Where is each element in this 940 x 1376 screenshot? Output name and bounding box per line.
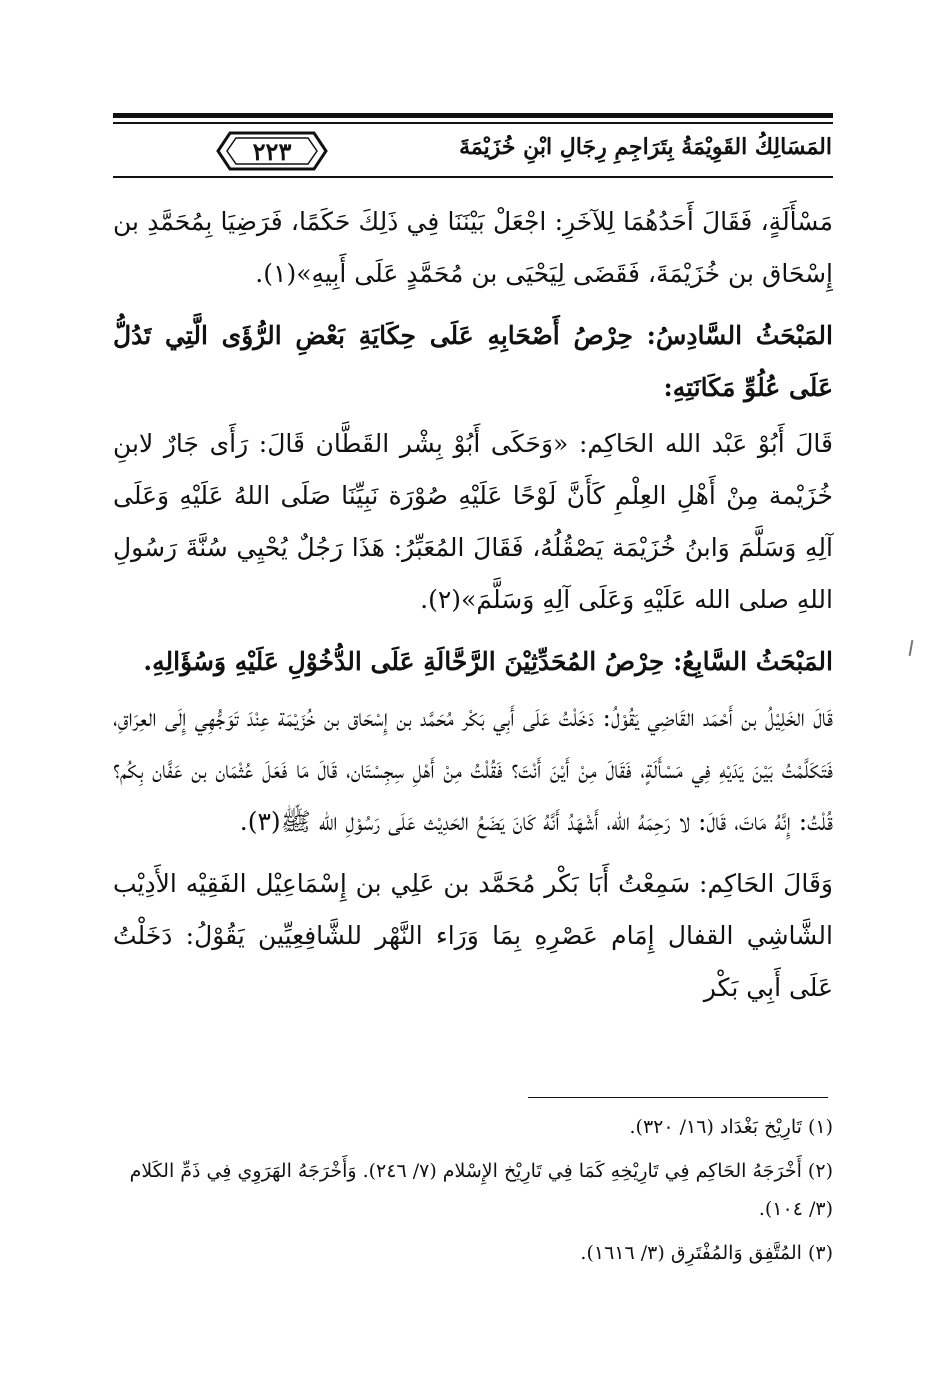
paragraph: قَالَ أَبُوْ عَبْد الله الحَاكِم: «وَحَكَى أَبُوْ بِشْر القَطَّان قَالَ: رَأَى جَارٌ لابنِ خُزَيْمة مِنْ أَهْلِ العِلْمِ كَأَنَّ لَوْحًا عَلَيْهِ صُوْرَة نَبِيِّنَا صَلَى اللهُ عَلَيْهِ وَعَلَى آلِهِ وَسَلَّمَ وَابنُ خُزَيْمَة يَصْقُلُهُ، فَقَالَ المُعَبِّرُ: هَذَا رَجُلٌ يُحْيِي سُنَّةَ رَسُولِ اللهِ صلى الله عَلَيْهِ وَعَلَى آلِهِ وَسَلَّمَ»(٢).: [113, 429, 833, 614]
paragraph: مَسْأَلَةٍ، فَقَالَ أَحَدُهُمَا لِلآخَرِ: اجْعَلْ بَيْنَنَا فِي ذَلِكَ حَكَمًا، فَرَضِيَا بِمُحَمَّدِ بن إِسْحَاق بن خُزَيْمَةَ، فَقَضَى لِيَحْيَى بن مُحَمَّدٍ عَلَى أَبِيهِ»(١).: [113, 207, 833, 288]
running-title: المَسَالِكُ القَوِيْمَةُ بِتَرَاجِمِ رِجَالِ ابْنِ خُزَيْمَةَ: [459, 134, 832, 160]
paragraph: قَالَ الخَلِيْلُ بن أَحْمَد القَاضِي يَقُوْلُ: دَخَلْتُ عَلَى أَبِي بَكْر مُحَمَّد بن إِسْحَاق بن خُزَيْمَة عِنْدَ تَوَجُّهِي إِلَى العِرَاقِ، فَتَكَلَّمْتُ بَيْنَ يَدَيْهِ فِي مَسْأَلَةٍ، فَقَالَ مِنْ أَيْنَ أَنْتَ؟ فَقُلْتُ مِنْ أَهْلِ سِجِسْتَان، قَالَ مَا فَعَلَ عُثْمَان بن عَفَّان بِكُم؟ قُلْتُ: إِنَّهُ مَاتَ، قَالَ: لا رَحِمَهُ الله، أَشْهَدُ أَنَّهُ كَانَ يَضَعُ الحَدِيْث عَلَى رَسُوْلِ الله ﷺ(٣).: [113, 703, 833, 836]
header-rule-bottom: [113, 176, 833, 178]
footnote: (٢) أَخْرَجَهُ الحَاكِم فِي تَارِيْخِهِ كَمَا فِي تَارِيْخ الإِسْلام (٧/ ٢٤٦). وَأَخْرَجَهُ الهَرَوِي فِي ذَمِّ الكَلام (٣/ ١٠٤).: [129, 1160, 833, 1220]
section-heading: المَبْحَثُ السَّابِعُ: حِرْصُ المُحَدِّثِيْنَ الرَّحَّالَةِ عَلَى الدُّخُوْلِ عَلَيْهِ وَسُؤَالِهِ.: [143, 647, 833, 676]
page-number: ٢٢٣: [252, 136, 292, 166]
section-heading: المَبْحَثُ السَّادِسُ: حِرْصُ أَصْحَابِهِ عَلَى حِكَايَةِ بَعْضِ الرُّؤَى الَّتِي تَدُلُّ عَلَى عُلُوِّ مَكَانَتِهِ:: [113, 321, 833, 402]
footnotes: [113, 1108, 833, 1278]
paragraph: وَقَالَ الحَاكِم: سَمِعْتُ أَبَا بَكْر مُحَمَّد بن عَلِي بن إِسْمَاعِيْل الفَقِيْه الأَدِيْب الشَّاشِي القفال إِمَام عَصْرِهِ بِمَا وَرَاء النَّهْر للشَّافِعِيِّين يَقُوْلُ: دَخَلْتُ عَلَى أَبِي بَكْر: [113, 869, 833, 1002]
header-rule-thick: [113, 113, 833, 118]
footnote-separator: [528, 1097, 828, 1098]
header-rule-thin: [113, 122, 833, 124]
footnote: (١) تَارِيْخ بَغْدَاد (١٦/ ٣٢٠).: [629, 1116, 833, 1138]
page-number-ornament: [216, 130, 328, 172]
body-text: [113, 196, 833, 1024]
footnote: (٣) المُتَّفِق وَالمُفْتَرِق (٣/ ١٦١٦).: [580, 1242, 833, 1264]
margin-mark: [909, 640, 914, 656]
